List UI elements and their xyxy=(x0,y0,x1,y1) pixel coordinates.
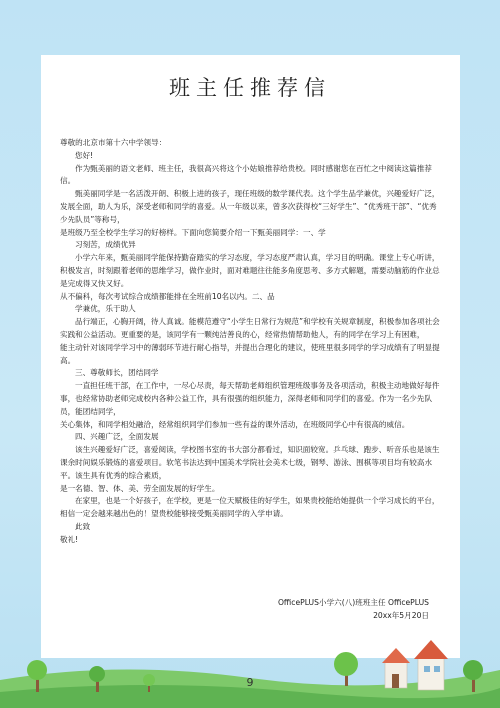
signature: OfficePLUS小学六(八)班班主任 OfficePLUS xyxy=(277,598,429,607)
paragraph: 在家里，也是一个好孩子，在学校，更是一位天赋极佳的好学生，如果贵校能给她提供一个学习成长的平台，相信一定会越来越出色的！望贵校能够接受甄美丽同学的入学申请。 xyxy=(60,496,440,519)
page-number: 9 xyxy=(246,676,254,689)
letter-body xyxy=(60,137,440,547)
greeting: 您好! xyxy=(75,150,94,160)
paragraph: 能主动针对该同学学习中的薄弱环节进行耐心指导，并提出合理化的建议，使班里很多同学的学习成绩有了明显提高。 xyxy=(60,342,440,365)
section-heading: 四、兴趣广泛，全面发展 xyxy=(75,432,159,442)
paragraph: 关心集体，和同学相处融洽，经常组织同学们参加一些有益的课外活动，在班级同学心中有很高的威信。 xyxy=(60,419,410,429)
paragraph: 作为甄美丽的语文老师、班主任，我很高兴将这个小姑娘推荐给贵校。同时感谢您在百忙之中阅读这篇推荐信。 xyxy=(60,163,432,186)
closing: 敬礼! xyxy=(60,534,79,544)
paragraph: 小学六年来，甄美丽同学能保持勤奋踏实的学习态度，学习态度严肃认真，学习目的明确。课堂上专心听讲，积极发言，时刻跟着老师的思维学习，做作业时，面对难题往往能多角度思考、多方式解题，需要动脑筋的作业总是完成得又快又好。 xyxy=(60,253,440,288)
closing: 此致 xyxy=(75,521,91,531)
paragraph: 是一名德、智、体、美、劳全面发展的好学生。 xyxy=(60,483,220,493)
paragraph: 品行端正，心胸开阔，待人真诚。能模范遵守“小学生日常行为规范”和学校有关规章制度，积极参加各项社会实践和公益活动。更重要的是，该同学有一颗纯洁善良的心，经常热情帮助他人，有的同学在学习上有困难， xyxy=(60,317,440,339)
paragraph: 是班级乃至全校学生学习的好榜样。下面向您简要介绍一下甄美丽同学：一、学 xyxy=(60,227,326,237)
paragraph: 该生兴趣爱好广泛，喜爱阅读，学校图书室的书大部分都看过，知识面较宽。乒乓球、跑步、听音乐也是该生课余时间娱乐锻炼的喜爱项目。软笔书法达到中国美术学院社会美术七级，钢琴、游泳、围棋等项目均有较高水平。该生具有优秀的综合素质， xyxy=(60,445,440,480)
paragraph: 甄美丽同学是一名活泼开朗、积极上进的孩子，现任班级的数学课代表。这个学生品学兼优，兴趣爱好广泛，发展全面，助人为乐，深受老师和同学的喜爱。从一年级以来，曾多次获得校“三好学生”、“优秀班干部”、“优秀少先队员”等称号， xyxy=(60,189,440,224)
paragraph: 从不偏科，每次考试综合成绩都能排在全班前10名以内。二、品 xyxy=(60,291,275,301)
paragraph: 一直担任班干部，在工作中，一尽心尽责，每天帮助老师组织管理班级事务及各项活动，积极主动地做好每件事，也经常协助老师完成校内各种公益工作，具有很强的组织能力，深得老师和同学们的喜爱。作为一名少先队员，能团结同学， xyxy=(60,381,440,416)
salutation: 尊敬的北京市第十六中学领导： xyxy=(60,138,167,147)
letter-title: 班主任推荐信 xyxy=(169,76,331,100)
landscape-illustration xyxy=(0,600,500,708)
section-heading: 三、尊敬师长，团结同学 xyxy=(75,368,159,378)
section-heading: 习刻苦，成绩优异 xyxy=(75,240,136,250)
date: 20xx年5月20日 xyxy=(373,610,429,620)
section-heading: 学兼优，乐于助人 xyxy=(75,304,136,314)
